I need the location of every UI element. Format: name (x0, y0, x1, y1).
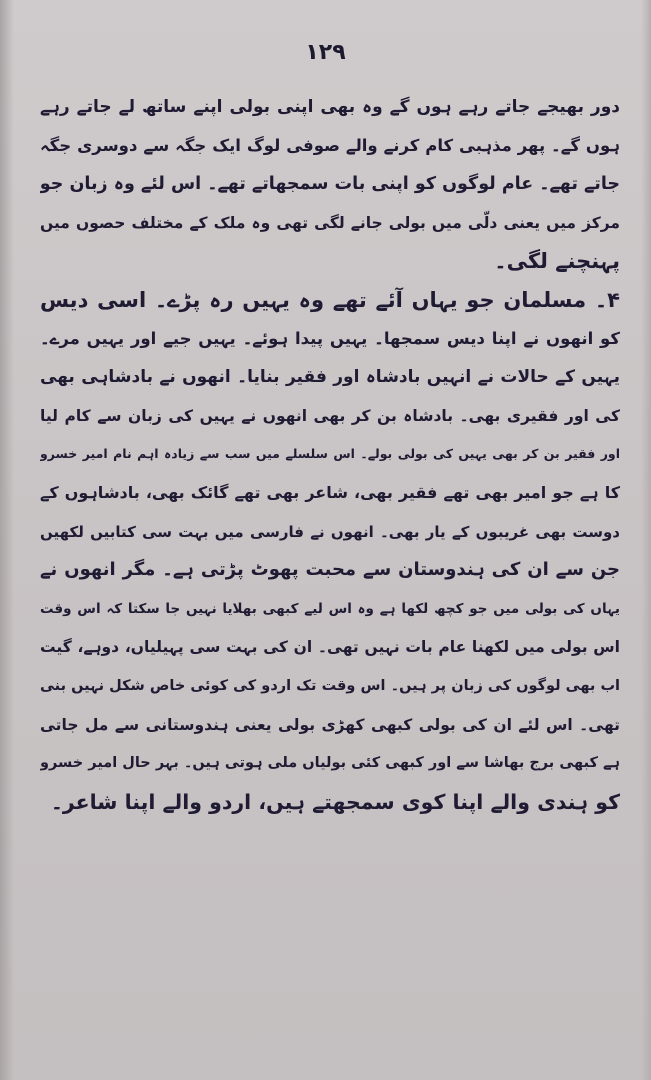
text-line: اور فقیر بن کر بھی یہیں کی بولی بولے۔ اس سلسلے میں سب سے زیادہ اہم نام امیر خسرو (40, 446, 620, 462)
text-line: دوست بھی غریبوں کے یار بھی۔ انھوں نے فارسی میں بہت سی کتابیں لکھیں (40, 522, 620, 541)
page-number: ١٢٩ (305, 40, 346, 65)
text-line: یہاں کی بولی میں جو کچھ لکھا ہے وہ اس لیے کبھی بھلایا نہیں جا سکتا کہ اس وقت (40, 600, 620, 617)
text-line: جن سے ان کی ہندوستان سے محبت پھوٹ پڑتی ہے۔ مگر انھوں نے (40, 559, 620, 581)
text-line: ہے کبھی برج بھاشا سے اور کبھی کئی بولیاں ملی ہوتی ہیں۔ بہر حال امیر خسرو (40, 755, 620, 772)
text-line: جاتے تھے۔ عام لوگوں کو اپنی بات سمجھاتے تھے۔ اس لئے وہ زبان جو (40, 174, 620, 195)
text-line: کی اور فقیری بھی۔ بادشاہ بن کر بھی انھوں نے یہیں کی زبان سے کام لیا (40, 406, 620, 425)
text-line: تھی۔ اس لئے ان کی بولی کبھی کھڑی بولی یعنی ہندوستانی سے مل جاتی (40, 715, 620, 734)
text-line: اب بھی لوگوں کی زبان پر ہیں۔ اس وقت تک اردو کی کوئی خاص شکل نہیں بنی (40, 677, 620, 694)
text-line: اس بولی میں لکھنا عام بات نہیں تھی۔ ان کی بہت سی پہیلیاں، دوہے، گیت (40, 638, 620, 657)
text-line: کو ہندی والے اپنا کوی سمجھتے ہیں، اردو والے اپنا شاعر۔ (50, 789, 620, 814)
body-text (40, 88, 620, 821)
text-line: مرکز میں یعنی دلّی میں بولی جانے لگی تھی وہ ملک کے مختلف حصوں میں (40, 213, 620, 232)
text-line: ہوں گے۔ پھر مذہبی کام کرنے والے صوفی لوگ ایک جگہ سے دوسری جگہ (40, 135, 620, 155)
text-line: دور بھیجے جاتے رہے ہوں گے وہ بھی اپنی بولی اپنے ساتھ لے جاتے رہے (40, 97, 620, 117)
text-line: پہنچنے لگی۔ (494, 249, 620, 274)
text-line: ۴۔ مسلمان جو یہاں آئے تھے وہ یہیں رہ پڑے۔ اسی دیس (40, 287, 620, 312)
text-line: یہیں کے حالات نے انہیں بادشاہ اور فقیر بنایا۔ انھوں نے بادشاہی بھی (40, 367, 620, 388)
text-line: کا ہے جو امیر بھی تھے فقیر بھی، شاعر بھی تھے گائک بھی، بادشاہوں کے (40, 482, 620, 502)
text-line: کو انھوں نے اپنا دیس سمجھا۔ یہیں پیدا ہوئے۔ یہیں جیے اور یہیں مرے۔ (40, 328, 620, 348)
